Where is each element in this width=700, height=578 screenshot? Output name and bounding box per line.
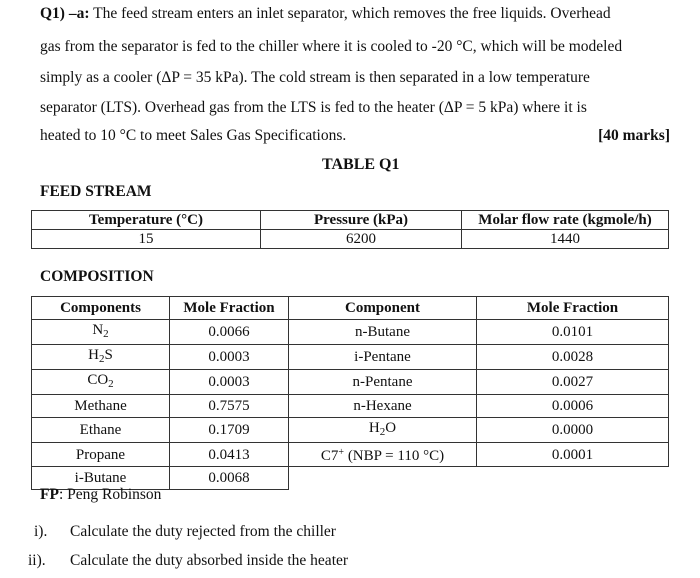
table-cell: 0.0006 <box>477 395 669 418</box>
table-cell: 0.0003 <box>170 370 289 395</box>
table-cell: 0.0027 <box>477 370 669 395</box>
table-row <box>32 418 669 443</box>
table-header: Components <box>32 297 170 320</box>
composition-heading: COMPOSITION <box>40 268 154 285</box>
table-cell: 15 <box>32 230 261 249</box>
table-cell: 0.0101 <box>477 320 669 345</box>
table-cell: $N_2$ <box>32 320 170 345</box>
intro-line-5: heated to 10 °C to meet Sales Gas Specifications. <box>40 127 347 144</box>
table-cell: n-Pentane <box>289 370 477 395</box>
intro-line-1 <box>40 5 611 23</box>
table-cell: Ethane <box>32 418 170 443</box>
table-cell: n-Hexane <box>289 395 477 418</box>
table-cell: Methane <box>32 395 170 418</box>
table-cell: C7+ (NBP = 110 °C) <box>289 443 477 467</box>
table-row <box>32 211 669 230</box>
fp-label: FP <box>40 486 59 503</box>
table-cell: i-Pentane <box>289 345 477 370</box>
table-row <box>32 320 669 345</box>
table-cell: n-Butane <box>289 320 477 345</box>
table-row <box>32 230 669 249</box>
fp-value: : Peng Robinson <box>58 486 162 503</box>
table-cell: 0.0003 <box>170 345 289 370</box>
table-header: Mole Fraction <box>170 297 289 320</box>
table-cell: 6200 <box>261 230 462 249</box>
table-cell: 0.1709 <box>170 418 289 443</box>
empty-cell <box>477 467 669 490</box>
table-cell: 0.0001 <box>477 443 669 467</box>
marks-label: [40 marks] <box>598 127 670 144</box>
table-header: Temperature (°C) <box>32 211 261 230</box>
table-title: TABLE Q1 <box>322 156 400 173</box>
table-header: Molar flow rate (kgmole/h) <box>462 211 669 230</box>
table-cell: 0.0000 <box>477 418 669 443</box>
question-label: Q1) –a: <box>40 5 90 22</box>
table-cell: i-Butane <box>32 467 170 490</box>
intro-line-4: separator (LTS). Overhead gas from the LTS is fed to the heater (ΔP = 5 kPa) where it is <box>40 99 587 116</box>
question-number: ii). <box>28 552 46 569</box>
intro-text-1: The feed stream enters an inlet separator, which removes the free liquids. Overhead <box>93 5 611 22</box>
table-cell: Propane <box>32 443 170 467</box>
table-row <box>32 297 669 320</box>
table-cell: 0.0068 <box>170 467 289 490</box>
composition-table <box>31 296 669 490</box>
table-cell: $CO_2$ <box>32 370 170 395</box>
intro-line-2: gas from the separator is fed to the chiller where it is cooled to -20 °C, which will be modeled <box>40 38 623 55</box>
intro-line-3: simply as a cooler (ΔP = 35 kPa). The cold stream is then separated in a low temperature <box>40 69 590 86</box>
table-cell: $H_2S$ <box>32 345 170 370</box>
table-cell: 0.0413 <box>170 443 289 467</box>
table-row <box>32 345 669 370</box>
question-number: i). <box>34 523 48 540</box>
fluid-package <box>40 486 161 504</box>
table-header: Component <box>289 297 477 320</box>
table-row <box>32 370 669 395</box>
question-text: Calculate the duty rejected from the chiller <box>70 523 336 540</box>
table-row <box>32 395 669 418</box>
question-text: Calculate the duty absorbed inside the heater <box>70 552 349 569</box>
feed-stream-table <box>31 210 669 249</box>
table-cell: 1440 <box>462 230 669 249</box>
table-cell: 0.7575 <box>170 395 289 418</box>
table-cell: 0.0066 <box>170 320 289 345</box>
table-row <box>32 443 669 467</box>
empty-cell <box>289 467 477 490</box>
table-header: Mole Fraction <box>477 297 669 320</box>
table-cell: $H_2O$ <box>289 418 477 443</box>
table-header: Pressure (kPa) <box>261 211 462 230</box>
feed-stream-heading: FEED STREAM <box>40 183 152 200</box>
table-cell: 0.0028 <box>477 345 669 370</box>
